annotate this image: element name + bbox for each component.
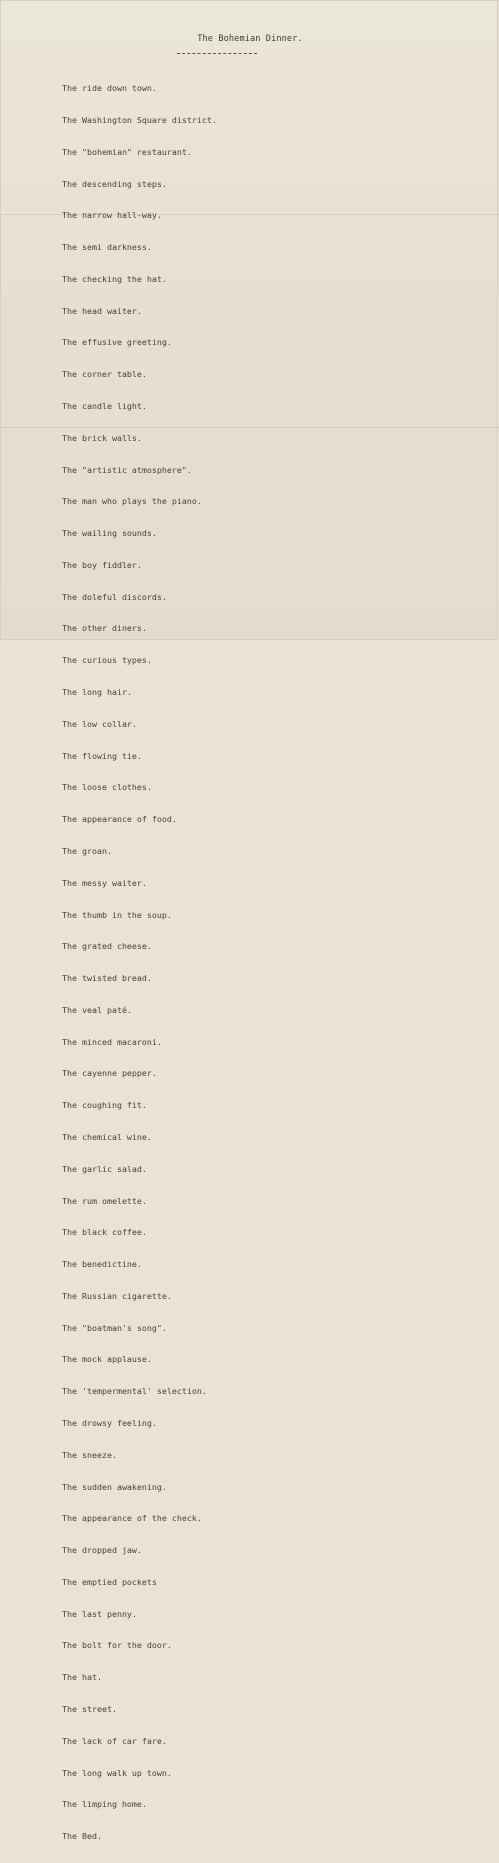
list-item: The last penny. bbox=[62, 1608, 137, 1619]
list-item: The grated cheese. bbox=[62, 941, 152, 952]
list-item: The garlic salad. bbox=[62, 1163, 147, 1174]
list-item: The low collar. bbox=[62, 718, 137, 729]
list-item: The sudden awakening. bbox=[62, 1481, 167, 1492]
list-item: The doleful discords. bbox=[62, 591, 167, 602]
list-item: The curious types. bbox=[62, 655, 152, 666]
list-item: The dropped jaw. bbox=[62, 1545, 142, 1556]
list-item: The man who plays the piano. bbox=[62, 496, 202, 507]
list-item: The minced macaroni. bbox=[62, 1036, 162, 1047]
list-item: The narrow hall-way. bbox=[62, 210, 162, 221]
list-item: The Bed. bbox=[62, 1831, 102, 1842]
list-item: The street. bbox=[62, 1704, 117, 1715]
list-item: The drowsy feeling. bbox=[62, 1418, 157, 1428]
list-item: The emptied pockets bbox=[62, 1576, 157, 1587]
list-item: The candle light. bbox=[62, 401, 147, 411]
list-item: The benedictine. bbox=[62, 1259, 142, 1270]
list-item: The "boatman's song". bbox=[62, 1322, 167, 1333]
list-item: The brick walls. bbox=[62, 432, 142, 443]
dinner-list bbox=[62, 62, 217, 1863]
list-item: The chemical wine. bbox=[62, 1131, 152, 1142]
list-item: The descending steps. bbox=[62, 178, 167, 189]
list-item: The rum omelette. bbox=[62, 1195, 147, 1206]
list-item: The appearance of the check. bbox=[62, 1513, 202, 1524]
list-item: The long walk up town. bbox=[62, 1767, 172, 1778]
list-item: The cayenne pepper. bbox=[62, 1068, 157, 1079]
list-item: The bolt for the door. bbox=[62, 1640, 172, 1651]
list-item: The limping home. bbox=[62, 1799, 147, 1810]
list-item: The semi darkness. bbox=[62, 242, 152, 253]
list-item: The thumb in the soup. bbox=[62, 909, 172, 920]
list-item: The Washington Square district. bbox=[62, 114, 217, 125]
list-item: The other diners. bbox=[62, 623, 147, 634]
list-item: The appearance of food. bbox=[62, 814, 177, 825]
list-item: The "bohemian" restaurant. bbox=[62, 146, 192, 157]
list-item: The veal paté. bbox=[62, 1004, 132, 1015]
list-item: The long hair. bbox=[62, 687, 132, 698]
list-item: The groan. bbox=[62, 845, 112, 856]
list-item: The checking the hat. bbox=[62, 273, 167, 284]
list-item: The head waiter. bbox=[62, 305, 142, 316]
list-item: The corner table. bbox=[62, 369, 147, 380]
list-item: The sneeze. bbox=[62, 1449, 117, 1460]
page-title: The Bohemian Dinner. bbox=[197, 34, 303, 44]
list-item: The "artistic atmosphere". bbox=[62, 464, 192, 475]
list-item: The boy fiddler. bbox=[62, 559, 142, 570]
list-item: The black coffee. bbox=[62, 1227, 147, 1238]
list-item: The wailing sounds. bbox=[62, 528, 157, 539]
list-item: The mock applause. bbox=[62, 1354, 152, 1365]
list-item: The ride down town. bbox=[62, 83, 157, 94]
list-item: The coughing fit. bbox=[62, 1100, 147, 1111]
list-item: The twisted bread. bbox=[62, 973, 152, 984]
list-item: The hat. bbox=[62, 1672, 102, 1683]
list-item: The flowing tie. bbox=[62, 750, 142, 761]
title-underline bbox=[177, 53, 257, 54]
list-item: The messy waiter. bbox=[62, 877, 147, 888]
list-item: The 'tempermental' selection. bbox=[62, 1386, 207, 1397]
list-item: The lack of car fare. bbox=[62, 1735, 167, 1746]
list-item: The loose clothes. bbox=[62, 782, 152, 793]
list-item: The Russian cigarette. bbox=[62, 1290, 172, 1301]
list-item: The effusive greeting. bbox=[62, 337, 172, 348]
